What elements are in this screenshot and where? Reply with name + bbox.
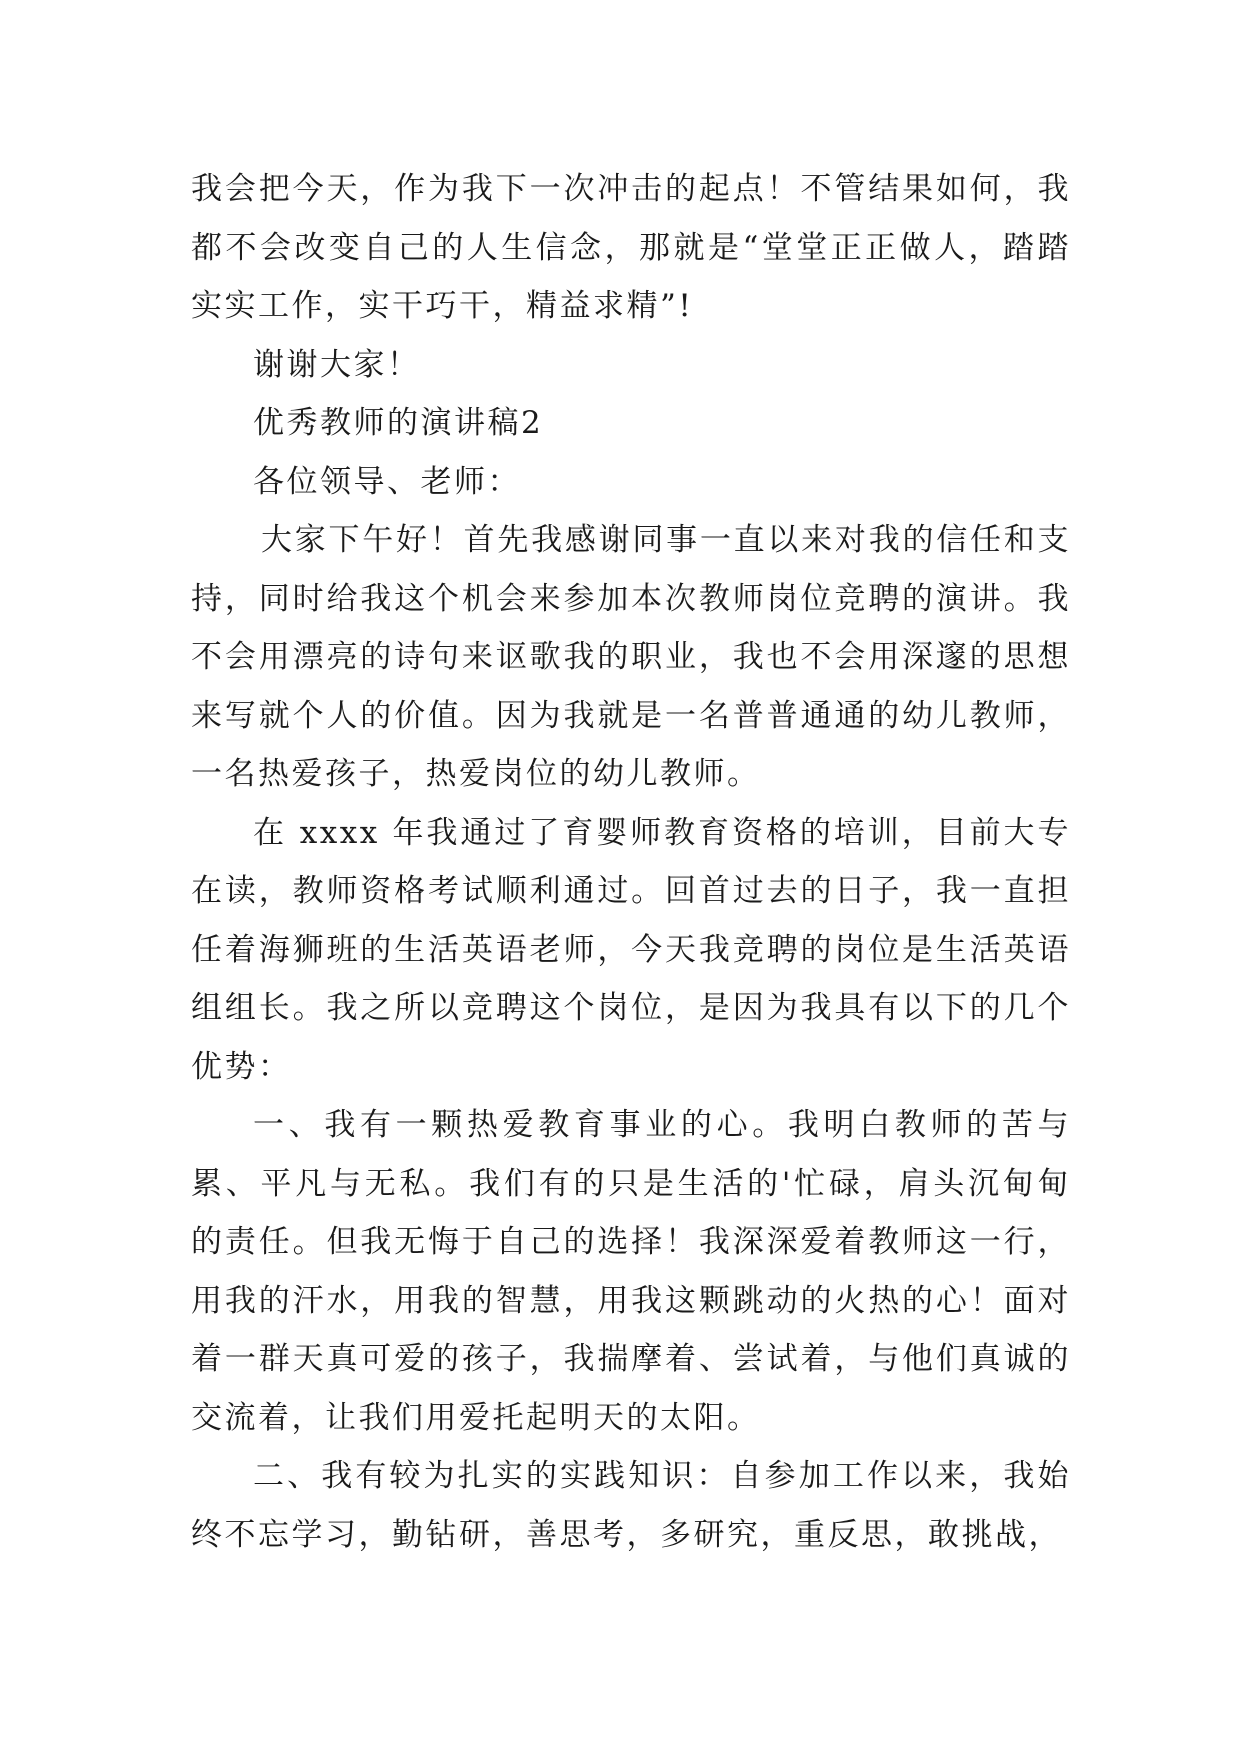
paragraph-closing-statement: 我会把今天，作为我下一次冲击的起点！不管结果如何，我都不会改变自己的人生信念，那就是“堂堂正正做人，踏踏实实工作，实干巧干，精益求精”! <box>191 171 1071 324</box>
paragraph-thanks: 谢谢大家！ <box>253 346 421 383</box>
paragraph-background: 在 xxxx 年我通过了育婴师教育资格的培训，目前大专在读，教师资格考试顺利通过。回首过去的日子，我一直担任着海狮班的生活英语老师，今天我竞聘的岗位是生活英语组组长。我之所以竞聘这个岗位，是因为我具有以下的几个优势： <box>191 814 1071 1085</box>
speech-title: 优秀教师的演讲稿2 <box>253 405 544 441</box>
document-body <box>191 160 1071 1564</box>
paragraph-advantage-two: 二、我有较为扎实的实践知识：自参加工作以来，我始终不忘学习，勤钻研，善思考，多研究，重反思，敢挑战， <box>191 1458 1071 1553</box>
salutation: 各位领导、老师： <box>253 463 521 500</box>
paragraph-advantage-one: 一、我有一颗热爱教育事业的心。我明白教师的苦与累、平凡与无私。我们有的只是生活的'忙碌，肩头沉甸甸的责任。但我无悔于自己的选择！我深深爱着教师这一行，用我的汗水，用我的智慧，用我这颗跳动的火热的心！面对着一群天真可爱的孩子，我揣摩着、尝试着，与他们真诚的交流着，让我们用爱托起明天的太阳。 <box>191 1107 1071 1436</box>
paragraph-greeting: 大家下午好！首先我感谢同事一直以来对我的信任和支持，同时给我这个机会来参加本次教师岗位竞聘的演讲。我不会用漂亮的诗句来讴歌我的职业，我也不会用深邃的思想来写就个人的价值。因为我就是一名普普通通的幼儿教师，一名热爱孩子，热爱岗位的幼儿教师。 <box>191 522 1071 792</box>
